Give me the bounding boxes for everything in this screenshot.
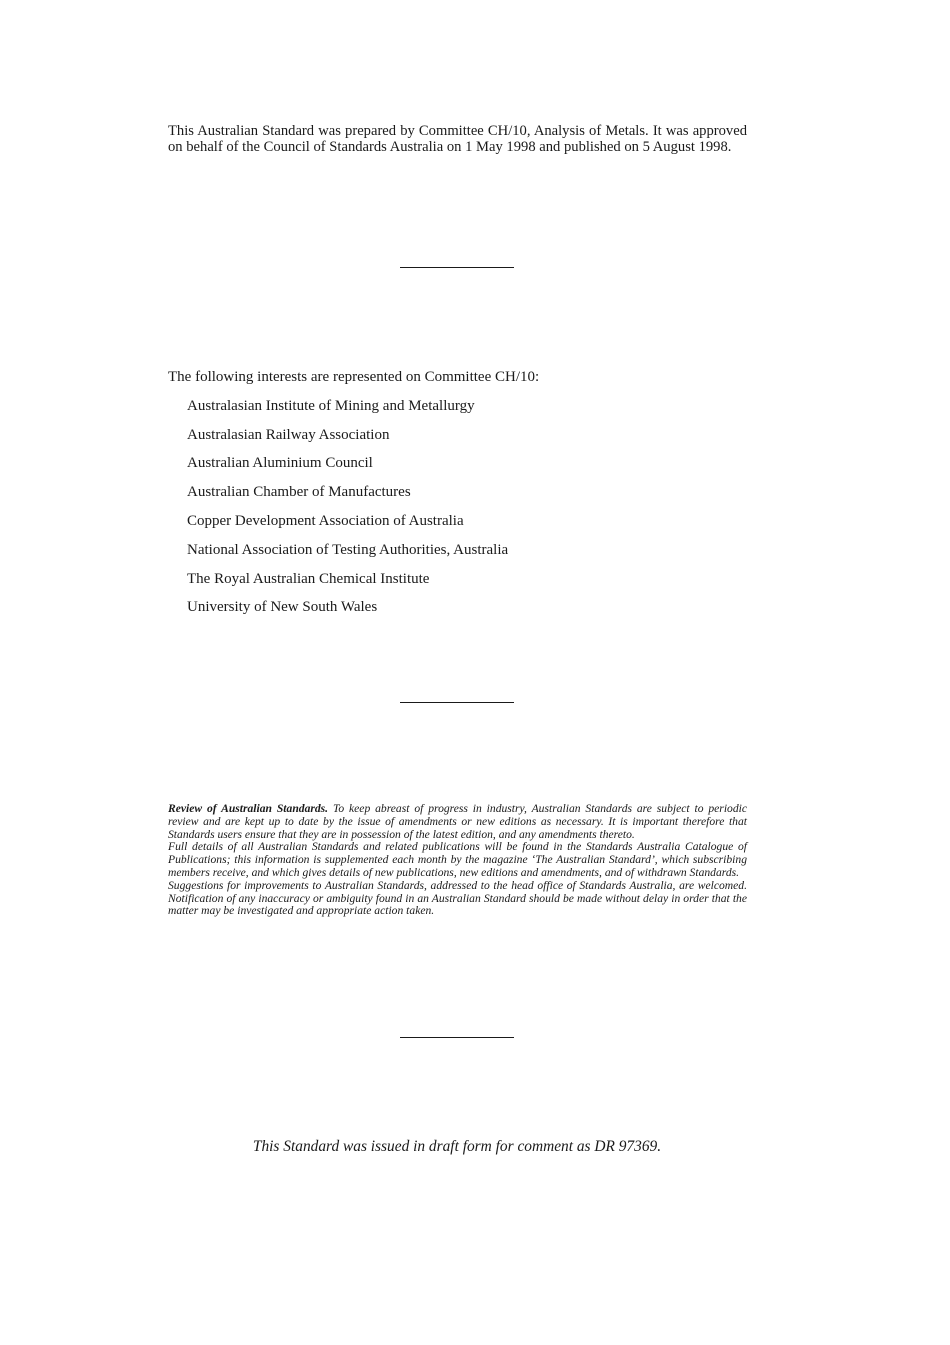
section-divider	[400, 1037, 514, 1038]
review-paragraph: Suggestions for improvements to Australian Standards, addressed to the head office of Standards Australia, are welcomed. Notification of any inaccuracy or ambiguity found in an Australian Standard should be made without delay in order that the matter may be investigated and appropriate action taken.	[168, 878, 747, 918]
preparation-statement	[168, 124, 747, 155]
review-title: Review of Australian Standards.	[168, 802, 329, 815]
section-divider	[400, 267, 514, 268]
committee-member: Australian Aluminium Council	[187, 455, 373, 472]
committee-member: Australasian Railway Association	[187, 426, 390, 443]
review-paragraph: Full details of all Australian Standards and related publications will be found in the Standards Australia Catalogue of Publications; this information is supplemented each month by the magazine ‘The Australian Standard’, which subscribing members receive, and which gives details of new publications, new editions and amendments, and of withdrawn Standards.	[168, 840, 747, 879]
committee-heading: The following interests are represented on Committee CH/10:	[168, 369, 540, 385]
committee-member: The Royal Australian Chemical Institute	[187, 570, 430, 587]
review-text: To keep abreast of progress in industry, Australian Standards are subject to periodic review and are kept up to date by the issue of amendments or new editions as necessary. It is important therefore that Standards users ensure that they are in possession of the latest edition, and any amendments thereto.	[168, 802, 747, 841]
review-paragraph	[168, 803, 747, 841]
committee-member: Australian Chamber of Manufactures	[187, 484, 411, 501]
committee-member: National Association of Testing Authorities, Australia	[187, 541, 509, 558]
committee-member: Australasian Institute of Mining and Metallurgy	[187, 397, 475, 414]
draft-issue-note: This Standard was issued in draft form for comment as DR 97369.	[252, 1138, 662, 1155]
preparation-statement-text: This Australian Standard was prepared by Committee CH/10, Analysis of Metals. It was approved on behalf of the Council of Standards Australia on 1 May 1998 and published on 5 August 1998.	[168, 123, 747, 155]
committee-member: University of New South Wales	[187, 599, 378, 616]
committee-members-list	[168, 396, 747, 618]
review-notice	[168, 803, 747, 918]
section-divider	[400, 702, 514, 703]
committee-section	[168, 367, 747, 617]
committee-member: Copper Development Association of Australia	[187, 512, 464, 529]
